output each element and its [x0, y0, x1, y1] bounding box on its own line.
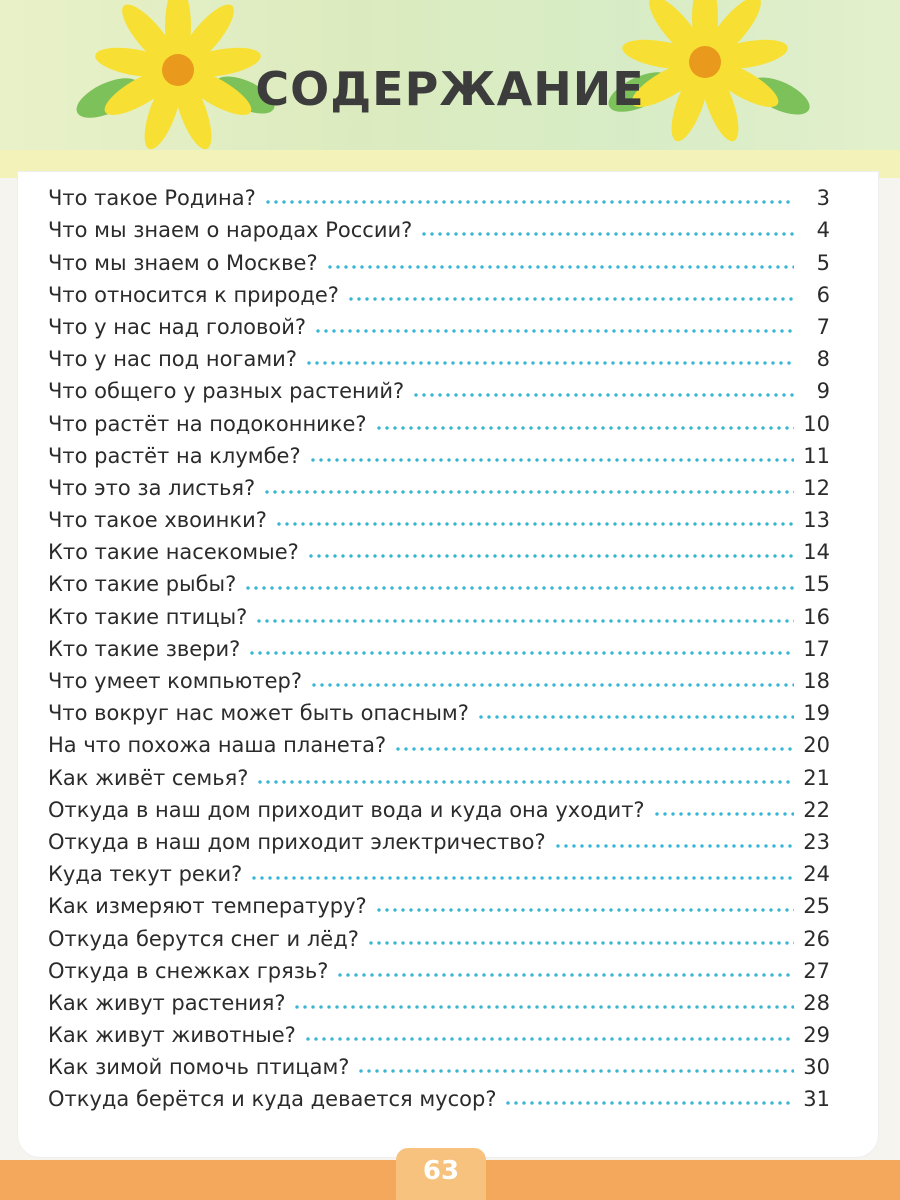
- toc-entry-title: Кто такие рыбы?: [48, 572, 237, 597]
- toc-entry[interactable]: [48, 339, 830, 371]
- toc-entry[interactable]: [48, 210, 830, 242]
- toc-entry-title: Что относится к природе?: [48, 282, 339, 307]
- dot-leader: [357, 1069, 794, 1073]
- toc-entry-page: 7: [816, 314, 830, 339]
- toc-entry-page: 13: [803, 508, 830, 533]
- toc-entry[interactable]: [48, 468, 830, 500]
- toc-entry-page: 27: [803, 958, 830, 983]
- dot-leader: [255, 619, 794, 623]
- toc-entry-page: 4: [816, 218, 830, 243]
- toc-entry-title: Что общего у разных растений?: [48, 379, 405, 404]
- dot-leader: [504, 1101, 794, 1105]
- toc-entry-title: Что мы знаем о Москве?: [48, 250, 318, 275]
- toc-entry-title: Откуда в наш дом приходит вода и куда она уходит?: [48, 797, 645, 822]
- dot-leader: [248, 651, 794, 655]
- toc-entry[interactable]: [48, 371, 830, 403]
- toc-entry-page: 26: [803, 926, 830, 951]
- toc-entry-page: 28: [803, 990, 830, 1015]
- toc-entry-page: 24: [803, 862, 830, 887]
- toc-entry-title: Как живут животные?: [48, 1023, 296, 1048]
- toc-entry-page: 11: [803, 443, 830, 468]
- dot-leader: [293, 1005, 794, 1009]
- dot-leader: [375, 908, 794, 912]
- toc-entry-title: Что вокруг нас может быть опасным?: [48, 701, 469, 726]
- dot-leader: [326, 265, 794, 269]
- toc-entry-title: Откуда берётся и куда девается мусор?: [48, 1087, 497, 1112]
- dot-leader: [394, 747, 794, 751]
- toc-entry-page: 20: [803, 733, 830, 758]
- toc-entry-title: Откуда в наш дом приходит электричество?: [48, 829, 546, 854]
- dot-leader: [264, 200, 794, 204]
- dot-leader: [347, 297, 794, 301]
- toc-entry-page: 21: [803, 765, 830, 790]
- toc-entry[interactable]: [48, 983, 830, 1015]
- toc-entry-page: 12: [803, 475, 830, 500]
- toc-entry-title: Что такое хвоинки?: [48, 508, 267, 533]
- dot-leader: [250, 876, 794, 880]
- toc-entry[interactable]: [48, 822, 830, 854]
- toc-entry-page: 16: [803, 604, 830, 629]
- toc-entry[interactable]: [48, 1047, 830, 1079]
- toc-entry[interactable]: [48, 629, 830, 661]
- dot-leader: [420, 232, 794, 236]
- toc-entry[interactable]: [48, 790, 830, 822]
- toc-entry[interactable]: [48, 918, 830, 950]
- toc-entry-title: Как живут растения?: [48, 990, 286, 1015]
- toc-entry[interactable]: [48, 596, 830, 628]
- dot-leader: [412, 393, 794, 397]
- toc-entry-title: Кто такие звери?: [48, 636, 241, 661]
- dot-leader: [336, 973, 794, 977]
- toc-entry-title: Что это за листья?: [48, 475, 256, 500]
- toc-entry-page: 15: [803, 572, 830, 597]
- dot-leader: [305, 361, 794, 365]
- dot-leader: [307, 554, 794, 558]
- toc-entry-page: 19: [803, 701, 830, 726]
- toc-entry-page: 17: [803, 636, 830, 661]
- dot-leader: [653, 812, 794, 816]
- toc-entry-page: 8: [816, 347, 830, 372]
- toc-entry[interactable]: [48, 564, 830, 596]
- toc-entry[interactable]: [48, 951, 830, 983]
- toc-entry-page: 10: [803, 411, 830, 436]
- dot-leader: [554, 844, 794, 848]
- toc-entry[interactable]: [48, 307, 830, 339]
- dot-leader: [263, 490, 794, 494]
- toc-entry-title: Откуда в снежках грязь?: [48, 958, 329, 983]
- page-title: СОДЕРЖАНИЕ: [255, 62, 645, 116]
- toc-entry[interactable]: [48, 854, 830, 886]
- dot-leader: [309, 458, 794, 462]
- toc-entry[interactable]: [48, 693, 830, 725]
- dot-leader: [256, 780, 794, 784]
- toc-entry-title: На что похожа наша планета?: [48, 733, 387, 758]
- page-number: 63: [422, 1156, 460, 1186]
- toc-entry-title: Кто такие насекомые?: [48, 540, 299, 565]
- toc-entry-title: Куда текут реки?: [48, 862, 243, 887]
- toc-entry[interactable]: [48, 725, 830, 757]
- toc-entry[interactable]: [48, 757, 830, 789]
- toc-entry[interactable]: [48, 403, 830, 435]
- toc-entry-title: Что растёт на подоконнике?: [48, 411, 367, 436]
- toc-entry[interactable]: [48, 532, 830, 564]
- toc-entry-title: Как зимой помочь птицам?: [48, 1055, 350, 1080]
- toc-entry[interactable]: [48, 886, 830, 918]
- toc-entry[interactable]: [48, 500, 830, 532]
- toc-entry-title: Что такое Родина?: [48, 186, 256, 211]
- toc-entry-page: 6: [816, 282, 830, 307]
- toc-entry-title: Как живёт семья?: [48, 765, 249, 790]
- toc-entry-page: 25: [803, 894, 830, 919]
- toc-entry-title: Что у нас над головой?: [48, 314, 307, 339]
- dot-leader: [375, 426, 794, 430]
- toc-entry-page: 22: [803, 797, 830, 822]
- toc-entry-title: Как измеряют температуру?: [48, 894, 367, 919]
- toc-entry-page: 18: [803, 669, 830, 693]
- toc-entry[interactable]: [48, 436, 830, 468]
- toc-entry-page: 23: [803, 829, 830, 854]
- dot-leader: [304, 1037, 794, 1041]
- toc-entry-title: Что у нас под ногами?: [48, 347, 297, 372]
- table-of-contents: [48, 178, 830, 1111]
- toc-entry-page: 3: [816, 186, 830, 211]
- toc-entry-title: Что умеет компьютер?: [48, 669, 302, 693]
- dot-leader: [310, 683, 794, 687]
- toc-entry[interactable]: [48, 661, 830, 693]
- toc-entry-title: Что мы знаем о народах России?: [48, 218, 413, 243]
- dot-leader: [367, 941, 794, 945]
- toc-entry-title: Кто такие птицы?: [48, 604, 248, 629]
- toc-entry-page: 5: [816, 250, 830, 275]
- dot-leader: [477, 715, 794, 719]
- toc-entry-title: Что растёт на клумбе?: [48, 443, 301, 468]
- toc-entry-page: 30: [803, 1055, 830, 1080]
- toc-entry[interactable]: [48, 275, 830, 307]
- toc-entry-page: 9: [816, 379, 830, 404]
- toc-entry-page: 14: [803, 540, 830, 565]
- toc-entry[interactable]: [48, 178, 830, 210]
- toc-entry-page: 31: [803, 1087, 830, 1112]
- toc-entry[interactable]: [48, 1015, 830, 1047]
- dot-leader: [314, 329, 794, 333]
- toc-entry[interactable]: [48, 1079, 830, 1111]
- toc-entry[interactable]: [48, 242, 830, 274]
- dot-leader: [275, 522, 794, 526]
- dot-leader: [244, 586, 794, 590]
- toc-entry-page: 29: [803, 1023, 830, 1048]
- toc-entry-title: Откуда берутся снег и лёд?: [48, 926, 359, 951]
